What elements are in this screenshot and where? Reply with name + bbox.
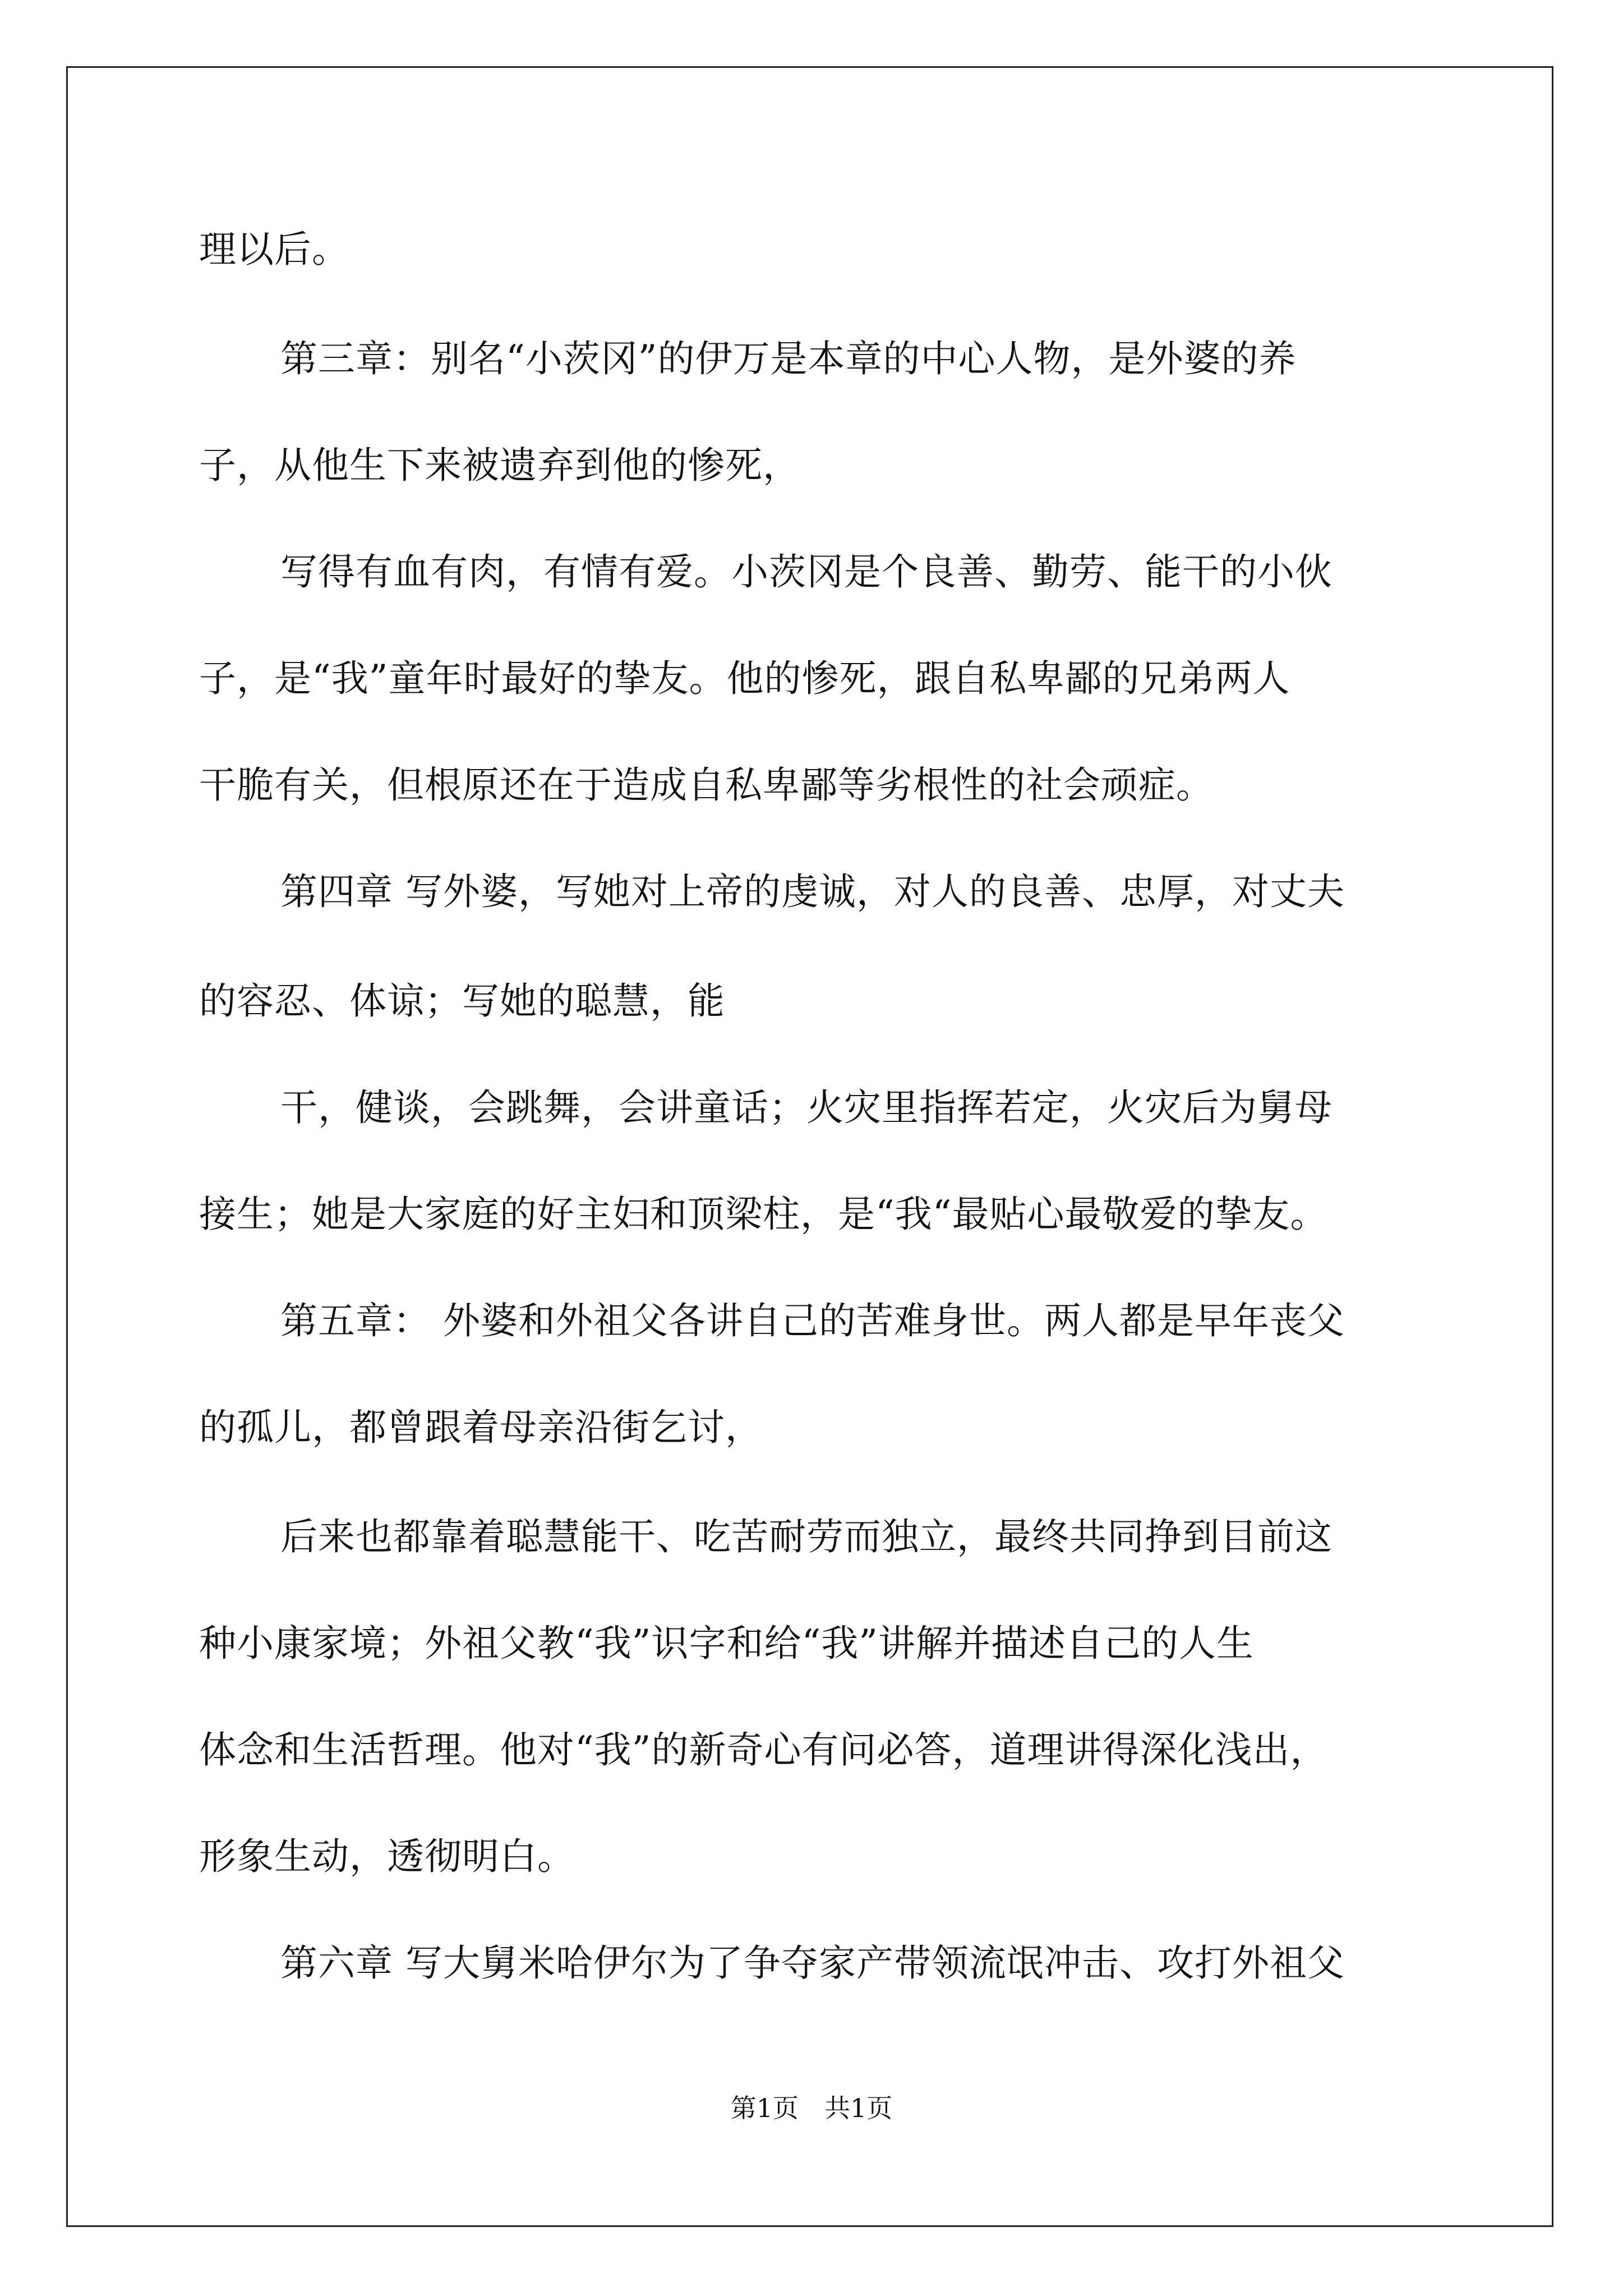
paragraph-line: 第三章：别名“小茨冈”的伊万是本章的中心人物，是外婆的养 <box>280 337 1297 380</box>
paragraph-line: 体念和生活哲理。他对“我”的新奇心有问必答，道理讲得深化浅出， <box>199 1728 1328 1772</box>
paragraph-line: 后来也都靠着聪慧能干、吃苦耐劳而独立，最终共同挣到目前这 <box>280 1515 1332 1558</box>
paragraph-line: 写得有血有肉，有情有爱。小茨冈是个良善、勤劳、能干的小伙 <box>280 550 1332 593</box>
page-number-total: 共1页 <box>824 2093 893 2123</box>
paragraph-line: 第五章： 外婆和外祖父各讲自己的苦难身世。两人都是早年丧父 <box>280 1299 1345 1342</box>
paragraph-line: 子，是“我”童年时最好的挚友。他的惨死，跟自私卑鄙的兄弟两人 <box>199 657 1290 700</box>
paragraph-line: 形象生动，透彻明白。 <box>199 1835 575 1878</box>
paragraph-line: 干，健谈，会跳舞，会讲童话；火灾里指挥若定，火灾后为舅母 <box>280 1086 1332 1129</box>
paragraph-line: 第四章 写外婆，写她对上帝的虔诚，对人的良善、忠厚，对丈夫 <box>280 870 1345 913</box>
paragraph-line: 干脆有关，但根原还在于造成自私卑鄙等劣根性的社会顽症。 <box>199 763 1214 807</box>
page-footer <box>0 2091 1623 2125</box>
paragraph-line: 理以后。 <box>199 228 349 271</box>
paragraph-line: 接生；她是大家庭的好主妇和顶梁柱，是“我“最贴心最敬爱的挚友。 <box>199 1193 1328 1236</box>
paragraph-line: 第六章 写大舅米哈伊尔为了争夺家产带领流氓冲击、攻打外祖父 <box>280 1941 1345 1985</box>
paragraph-line: 子，从他生下来被遗弃到他的惨死， <box>199 444 800 487</box>
page-number-current: 第1页 <box>730 2093 799 2123</box>
page-border <box>66 66 1553 2227</box>
paragraph-line: 的孤儿，都曾跟着母亲沿街乞讨， <box>199 1406 763 1449</box>
paragraph-line: 的容忍、体谅；写她的聪慧，能 <box>199 979 725 1023</box>
paragraph-line: 种小康家境；外祖父教“我”识字和给“我”讲解并描述自己的人生 <box>199 1622 1254 1665</box>
